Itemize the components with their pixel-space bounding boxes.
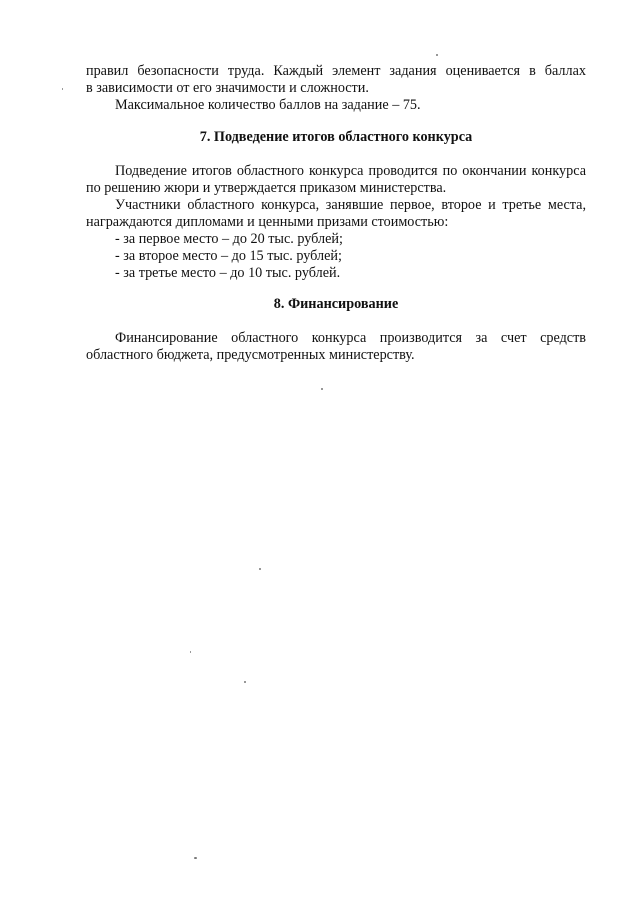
scan-speck bbox=[62, 88, 63, 90]
section-7-heading: 7. Подведение итогов областного конкурса bbox=[199, 129, 473, 145]
intro-line-2: в зависимости от его значимости и сложности. bbox=[86, 80, 369, 96]
participants-line-1: Участники областного конкурса, занявшие первое, второе и третье места, bbox=[115, 197, 586, 213]
intro-line-1: правил безопасности труда. Каждый элемент задания оценивается в баллах bbox=[86, 63, 586, 79]
section-7-body bbox=[86, 163, 586, 282]
scan-speck bbox=[436, 54, 438, 56]
max-score-line: Максимальное количество баллов на задание – 75. bbox=[115, 97, 421, 113]
participants-line-2: награждаются дипломами и ценными призами стоимостью: bbox=[86, 214, 449, 230]
financing-line-1: Финансирование областного конкурса производится за счет средств bbox=[115, 330, 586, 346]
prize-list-item: - за третье место – до 10 тыс. рублей. bbox=[115, 265, 341, 281]
section-8-body bbox=[86, 330, 586, 364]
scan-speck bbox=[259, 568, 261, 570]
summary-line-2: по решению жюри и утверждается приказом министерства. bbox=[86, 180, 447, 196]
scan-speck bbox=[194, 857, 197, 859]
scan-speck bbox=[321, 388, 323, 390]
prize-list-item: - за второе место – до 15 тыс. рублей; bbox=[115, 248, 342, 264]
financing-line-2: областного бюджета, предусмотренных министерству. bbox=[86, 347, 415, 363]
intro-paragraph bbox=[86, 63, 586, 114]
section-8-heading: 8. Финансирование bbox=[273, 296, 399, 312]
prize-list-item: - за первое место – до 20 тыс. рублей; bbox=[115, 231, 343, 247]
scan-speck bbox=[244, 681, 246, 683]
summary-line-1: Подведение итогов областного конкурса проводится по окончании конкурса bbox=[115, 163, 586, 179]
scan-speck bbox=[190, 651, 191, 653]
